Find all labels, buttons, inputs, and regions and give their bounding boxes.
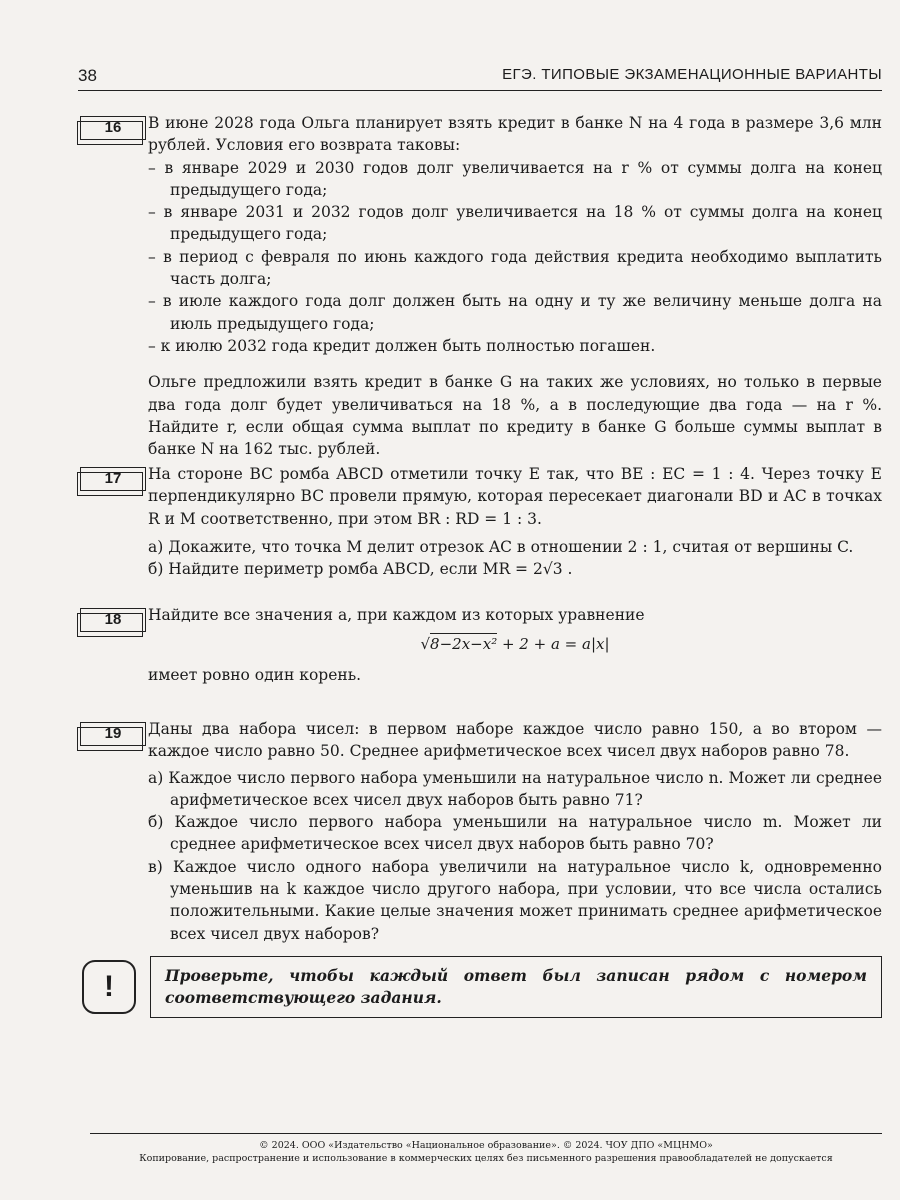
subtask-a: а) Каждое число первого набора уменьшили на натуральное число n. Может ли среднее арифметическое всех чисел двух наборов быть равно 71? — [148, 768, 882, 809]
subtask-a: а) Докажите, что точка M делит отрезок AC в отношении 2 : 1, считая от вершины C. — [148, 537, 854, 556]
condition-item: – в июле каждого года долг должен быть на одну и ту же величину меньше долга на июль предыдущего года; — [148, 292, 882, 333]
page-header — [78, 62, 882, 91]
equation-rest: + 2 + a = a|x| — [497, 635, 610, 654]
task-18 — [80, 604, 882, 686]
task-body — [148, 718, 882, 945]
task-question: имеет ровно один корень. — [148, 665, 362, 684]
rights-line: Копирование, распространение и использование в коммерческих целях без письменного разрешения правообладателей не допускается — [139, 1153, 833, 1164]
task-intro: Найдите все значения a, при каждом из которых уравнение — [148, 606, 645, 624]
condition-item: – в период с февраля по июнь каждого года действия кредита необходимо выплатить часть долга; — [148, 247, 882, 289]
subtask-b: б) Каждое число первого набора уменьшили на натуральное число m. Может ли среднее арифметическое всех чисел двух наборов быть равно 70? — [148, 813, 882, 854]
task-intro: На стороне BC ромба ABCD отметили точку E так, что BE : EC = 1 : 4. Через точку E перпендикулярно BC провели прямую, которая пересекает диагонали BD и AC в точках R и M соответственно, при этом BR : RD = 1 : 3. — [148, 465, 882, 528]
copyright-line: © 2024. ООО «Издательство «Национальное образование». © 2024. ЧОУ ДПО «МЦНМО» — [259, 1140, 713, 1151]
reminder-text: Проверьте, чтобы каждый ответ был записан рядом с номером соответствующего задания. — [165, 966, 867, 1007]
equation-radicand: 8−2x−x² — [430, 635, 498, 654]
task-number-box: 19 — [80, 722, 146, 746]
page-footer — [90, 1133, 882, 1165]
sqrt-sign-icon: √ — [420, 635, 431, 654]
condition-item: – в январе 2031 и 2032 годов долг увеличивается на 18 % от суммы долга на конец предыдущего года; — [148, 203, 882, 244]
task-body — [148, 112, 882, 460]
page-number: 38 — [78, 66, 97, 85]
running-title: ЕГЭ. ТИПОВЫЕ ЭКЗАМЕНАЦИОННЫЕ ВАРИАНТЫ — [502, 66, 882, 83]
condition-item: – к июлю 2032 года кредит должен быть полностью погашен. — [148, 336, 656, 355]
subtask-c: в) Каждое число одного набора увеличили на натуральное число k, одновременно уменьшив на k каждое число другого набора, при условии, что все числа остались положительными. Какие целые значения может принимать среднее арифметическое всех чисел двух наборов? — [148, 857, 882, 943]
task-body — [148, 604, 882, 686]
task-16 — [80, 112, 882, 460]
exclamation-icon: ! — [82, 960, 136, 1014]
condition-item: – в январе 2029 и 2030 годов долг увеличивается на r % от суммы долга на конец предыдущего года; — [148, 158, 882, 199]
task-intro: В июне 2028 года Ольга планирует взять кредит в банке N на 4 года в размере 3,6 млн рублей. Условия его возврата таковы: — [148, 114, 882, 155]
task-number-box: 16 — [80, 116, 146, 140]
task-intro: Даны два набора чисел: в первом наборе каждое число равно 150, а во втором — каждое число равно 50. Среднее арифметическое всех чисел двух наборов равно 78. — [148, 720, 882, 761]
reminder-note — [150, 956, 882, 1018]
task-body — [148, 463, 882, 580]
subtask-b: б) Найдите периметр ромба ABCD, если MR = 2√3 . — [148, 560, 573, 579]
task-19 — [80, 718, 882, 945]
task-number-box: 17 — [80, 467, 146, 491]
task-question: Ольге предложили взять кредит в банке G на таких же условиях, но только в первые два года долг будет увеличиваться на 18 %, а в последующие два года — на r %. Найдите r, если общая сумма выплат по кредиту в банке G больше суммы выплат в банке N на 162 тыс. рублей. — [148, 373, 882, 459]
task-number-box: 18 — [80, 608, 146, 632]
task-17 — [80, 463, 882, 580]
equation — [148, 633, 882, 655]
